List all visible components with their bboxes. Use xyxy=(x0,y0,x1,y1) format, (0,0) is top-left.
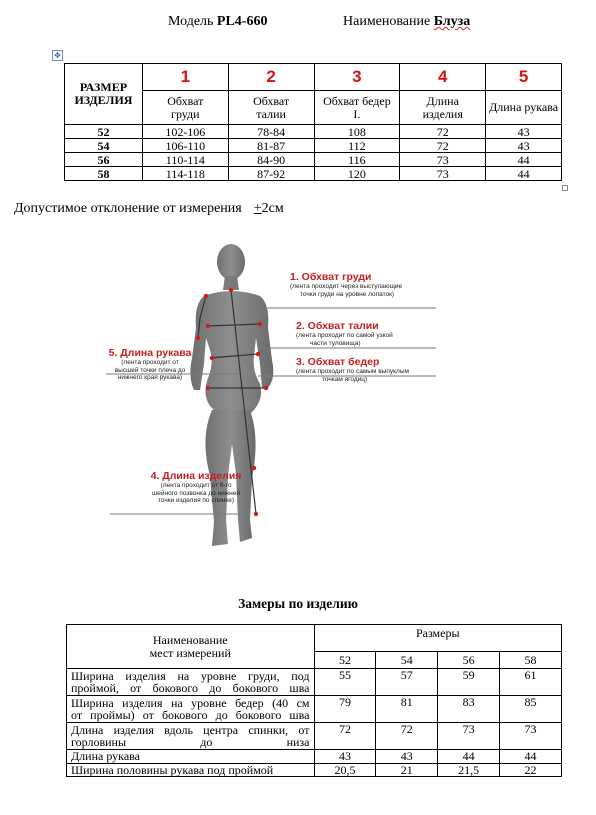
table-move-handle-icon[interactable]: ✥ xyxy=(52,50,63,61)
table-row: 58 114-118 87-92 120 73 44 xyxy=(65,167,562,181)
model-label: Модель xyxy=(168,14,214,29)
col-number-3: 3 xyxy=(314,64,400,91)
col-header-chest: Обхват груди xyxy=(142,91,228,125)
table-row: Ширина половины рукава под проймой 20,5 21 21,5 22 xyxy=(67,763,562,777)
name-value: Блуза xyxy=(433,14,471,29)
table-resize-handle[interactable] xyxy=(562,185,568,191)
col-header-length: Длина изделия xyxy=(400,91,486,125)
col-header-waist: Обхват талии xyxy=(228,91,314,125)
table-row: Длина изделия вдоль центра спинки, от горловины до низа 72 72 73 73 xyxy=(67,723,562,750)
product-name-title xyxy=(343,14,470,30)
garment-table-title: Замеры по изделию xyxy=(238,596,358,611)
sizes-header-cell: Размеры xyxy=(314,625,562,652)
col-header-hips: Обхват бедер I. xyxy=(314,91,400,125)
table-row: 56 110-114 84-90 116 73 44 xyxy=(65,153,562,167)
table-row: Ширина изделия на уровне груди, под проймой, от бокового до бокового шва 55 57 59 61 xyxy=(67,669,562,696)
table-row: Ширина изделия на уровне бедер (40 см от проймы) от бокового до бокового шва 79 81 83 85 xyxy=(67,696,562,723)
col-number-2: 2 xyxy=(228,64,314,91)
name-label: Наименование xyxy=(343,14,431,29)
model-value: PL4-660 xyxy=(216,14,268,29)
size-col-58: 58 xyxy=(500,652,562,669)
tolerance-line: Допустимое отклонение от измерения +2см xyxy=(14,201,284,216)
label-sleeve: 5. Длина рукава (лента проходит от высшей точки плеча до нижнего края рукава) xyxy=(108,347,192,381)
name-header-cell: Наименование мест измерений xyxy=(67,625,315,669)
garment-table xyxy=(66,624,562,777)
size-col-54: 54 xyxy=(376,652,438,669)
size-header-cell: РАЗМЕР ИЗДЕЛИЯ xyxy=(65,64,143,125)
col-number-5: 5 xyxy=(486,64,562,91)
label-chest: 1. Обхват груди (лента проходит через выступающие точки груди на уровне лопаток) xyxy=(290,271,403,298)
label-length: 4. Длина изделия (лента проходит от 6-го шейного позвонка до нижней точки изделия по спинке) xyxy=(150,470,242,504)
label-waist: 2. Обхват талии (лента проходит по самой узкой части туловища) xyxy=(296,320,393,347)
size-col-52: 52 xyxy=(314,652,376,669)
size-col-56: 56 xyxy=(438,652,500,669)
table-row: Длина рукава 43 43 44 44 xyxy=(67,750,562,764)
model-title xyxy=(168,14,267,30)
col-number-1: 1 xyxy=(142,64,228,91)
table-row: 52 102-106 78-84 108 72 43 xyxy=(65,125,562,139)
col-header-sleeve: Длина рукава xyxy=(486,91,562,125)
col-number-4: 4 xyxy=(400,64,486,91)
label-hips: 3. Обхват бедер (лента проходит по самым выпуклым точкам ягодиц) xyxy=(296,356,409,383)
body-silhouette xyxy=(100,238,460,568)
size-table xyxy=(64,63,562,181)
measurement-figure xyxy=(100,238,460,568)
table-row: 54 106-110 81-87 112 72 43 xyxy=(65,139,562,153)
